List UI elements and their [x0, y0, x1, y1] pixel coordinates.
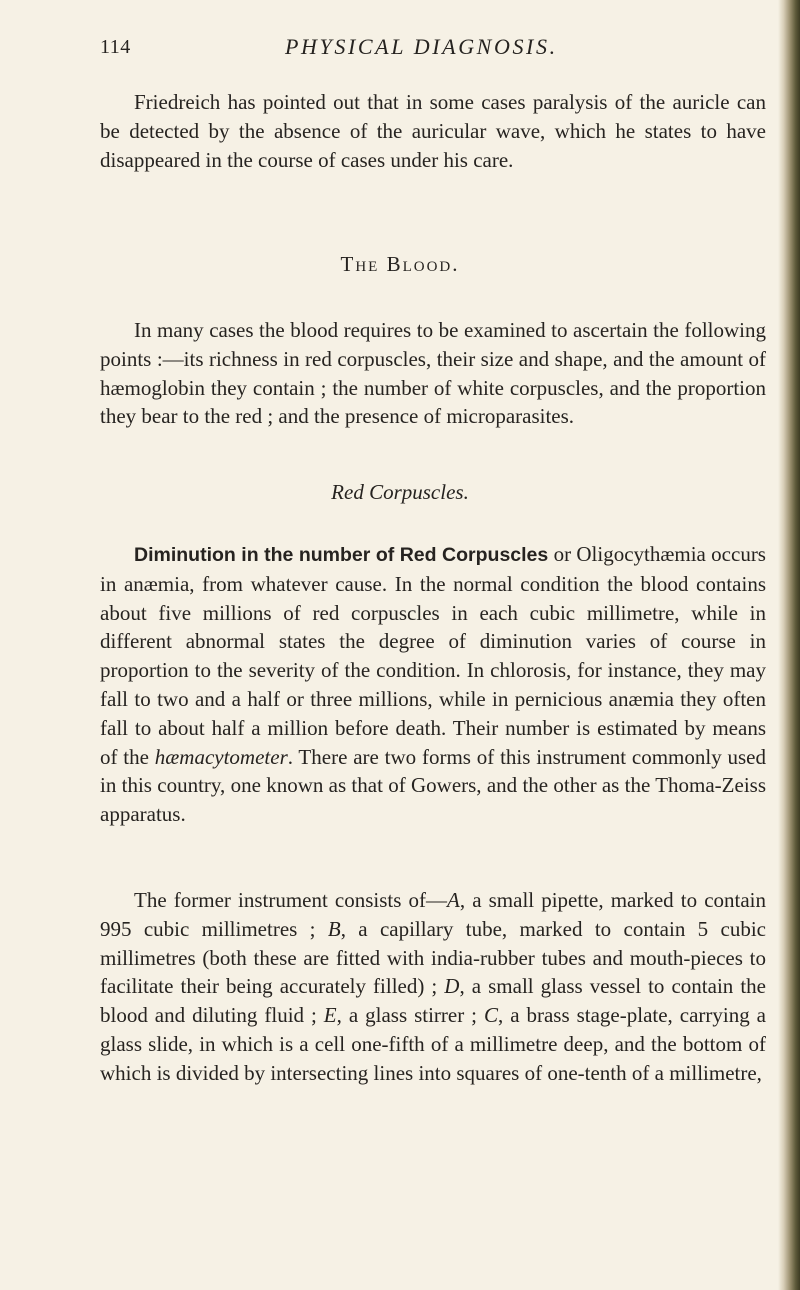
- paragraph-instrument: [100, 886, 766, 1088]
- page-header: [100, 34, 780, 64]
- instrument-text-2: , a small pipette, marked to contain 995 cubic millimetres ;: [100, 888, 767, 941]
- diminution-text-2: . There are two forms of this instrument commonly used in this country, one known as that of Gowers, and the other as the Thoma-Zeiss apparatus.: [100, 744, 766, 827]
- section-title-the-blood: The Blood.: [340, 252, 460, 276]
- diminution-heading: Diminution in the number of Red Corpuscles: [134, 544, 549, 566]
- label-a: A: [447, 888, 460, 912]
- instrument-text-1: The former instrument consists of—: [134, 888, 448, 912]
- label-b: B: [327, 916, 341, 941]
- diminution-text-1: or Oligocythæmia occurs in anæmia, from whatever cause. In the normal condition the blood contains about five millions of red corpuscles in each cubic millimetre, while in different abnormal states the degree of diminution varies of course in proportion to the severity of the condition. In chlorosis, for instance, they may fall to two and a half or three millions, while in pernicious anæmia they often fall to about half a million before death. Their number is estimated by means of the: [100, 542, 766, 769]
- paragraph-diminution: [100, 540, 766, 829]
- instrument-text-5: , a glass stirrer ;: [336, 1003, 484, 1028]
- label-c: C: [483, 1003, 498, 1028]
- paragraph-blood-intro: In many cases the blood requires to be examined to ascertain the following points :—its richness in red corpuscles, their size and shape, and the amount of hæmoglobin they contain ; the number of white corpuscles, and the proportion they bear to the red ; and the presence of microparasites.: [100, 318, 766, 429]
- label-d: D: [444, 974, 460, 999]
- subsection-title-red-corpuscles: Red Corpuscles.: [331, 480, 469, 504]
- running-head: PHYSICAL DIAGNOSIS.: [285, 34, 558, 59]
- paragraph-friedreich: Friedreich has pointed out that in some cases paralysis of the auricle can be detected by the absence of the auricular wave, which he states to have disappeared in the course of cases under his care.: [100, 90, 766, 172]
- page-number: 114: [100, 36, 131, 58]
- instrument-text-6: , a brass stage-plate, carrying a glass slide, in which is a cell one-fifth of a millimetre deep, and the bottom of which is divided by intersecting lines into squares of one-tenth of a millimetre,: [100, 1003, 766, 1085]
- instrument-text-4: , a small glass vessel to contain the blood and diluting fluid ;: [100, 974, 766, 1028]
- instrument-text-3: , a capillary tube, marked to contain 5 cubic millimetres (both these are fitted with india-rubber tubes and mouth-pieces to facilitate their being accurately filled) ;: [100, 916, 766, 999]
- haemacytometer-term: hæmacytometer: [154, 744, 288, 769]
- label-e: E: [323, 1003, 337, 1028]
- page-edge-shadow: [778, 0, 800, 1290]
